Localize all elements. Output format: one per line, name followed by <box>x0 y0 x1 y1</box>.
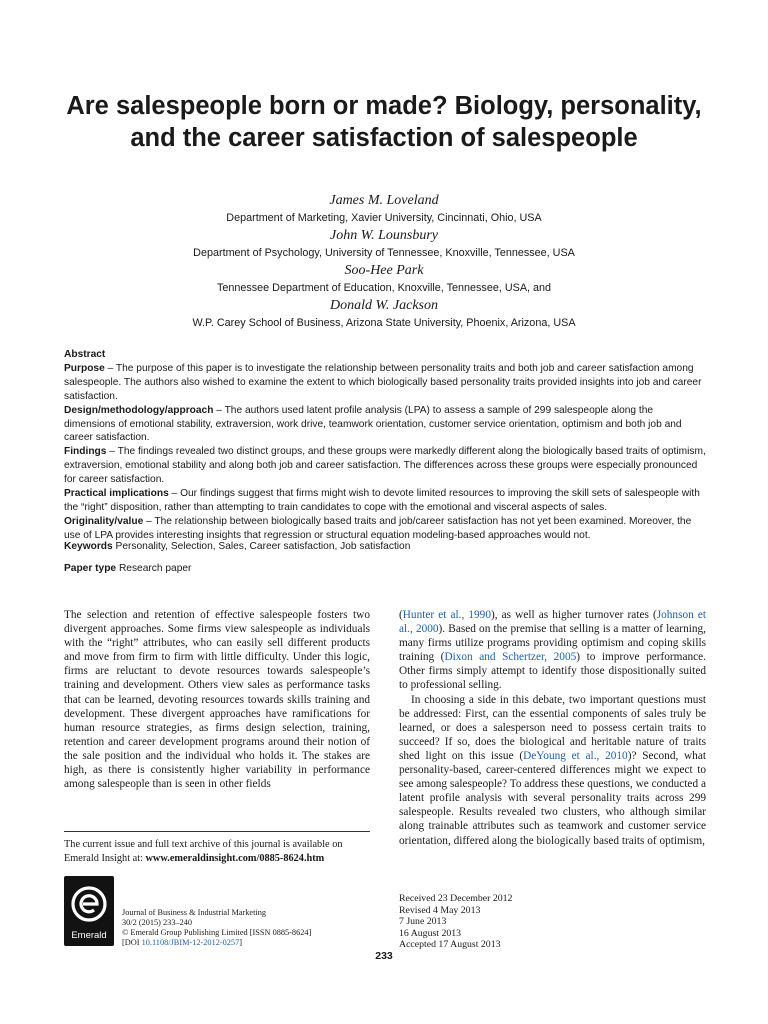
abstract-text: – Our findings suggest that firms might wish to devote limited resources to improving the skill sets of salespeople with the “right” disposition, rather than attempting to train candidates to cope with the emotional and visceral aspects of sales. <box>64 488 700 513</box>
paper-type <box>64 563 706 574</box>
date-line: 16 August 2013 <box>399 927 462 939</box>
page-number: 233 <box>375 950 393 962</box>
abstract-text: – The authors used latent profile analysis (LPA) to assess a sample of 299 salespeople along the dimensions of emotional stability, extraversion, work drive, teamwork orientation, customer service orientation, optimism and both job and career satisfaction. <box>64 404 682 444</box>
footnote-divider <box>64 831 370 832</box>
abstract <box>64 348 706 543</box>
body-text: ) to improve performance. Other firms simply attempt to identify those dispositionally suited to professional selling. <box>399 651 706 692</box>
keywords-label: Keywords <box>64 541 113 552</box>
body-text: ). Based on the premise that selling is a matter of learning, many firms utilize programs providing optimism and coping skills training ( <box>399 623 706 664</box>
journal-doi <box>122 938 372 948</box>
abstract-label: Findings <box>64 446 107 458</box>
abstract-design <box>64 404 706 446</box>
author-name: James M. Loveland <box>329 193 439 208</box>
author-affiliation: Department of Marketing, Xavier University, Cincinnati, Ohio, USA <box>226 212 542 224</box>
author-name: John W. Lounsbury <box>330 228 438 243</box>
journal-info <box>122 908 372 948</box>
abstract-label: Practical implications <box>64 488 169 500</box>
body-column-right <box>399 608 706 848</box>
body-column-left <box>64 608 370 791</box>
abstract-findings <box>64 445 706 487</box>
abstract-text: – The relationship between biologically based traits and job/career satisfaction has not yet been examined. Moreover, the use of LPA provides interesting insights that regression or structural equation modeling-based approaches would not. <box>64 515 692 541</box>
date-line: Accepted 17 August 2013 <box>399 939 501 950</box>
author-affiliation: Tennessee Department of Education, Knoxville, Tennessee, USA, and <box>216 282 552 294</box>
paper-type-text: Research paper <box>118 563 192 574</box>
body-text: ( <box>399 609 403 621</box>
doi-link[interactable]: 10.1108/JBIM-12-2012-0257 <box>141 938 240 948</box>
citation-link[interactable]: DeYoung et al., 2010 <box>523 749 628 762</box>
date-line: 7 June 2013 <box>399 916 447 927</box>
abstract-practical <box>64 487 706 515</box>
keywords <box>64 541 706 552</box>
abstract-heading: Abstract <box>64 349 106 360</box>
logo-text: Emerald <box>71 930 107 941</box>
abstract-text: – The findings revealed two distinct groups, and these groups were markedly different along the biologically based traits of optimism, extraversion, emotional stability and along both job and career satisfaction. The differences across these groups were especially pronounced for career satisfaction. <box>64 446 706 486</box>
abstract-label: Purpose <box>64 362 105 374</box>
body-text: In choosing a side in this debate, two important questions must be addressed: First, can the essential components of sales truly be learned, or does a salesperson need to possess certain traits to succeed? If so, does the biological and heritable nature of traits shed light on this issue ( <box>399 693 706 762</box>
date-line: Revised 4 May 2013 <box>399 904 481 916</box>
body-text: )? Second, what personality-based, career-centered differences might we expect to see among salespeople? To address these questions, we conducted a latent profile analysis with several personality traits across 299 salespeople. Results revealed two clusters, who although similar along trainable attributes such as teamwork and customer service orientation, differed along the biologically based traits of optimism, <box>399 749 706 847</box>
journal-name: Journal of Business & Industrial Marketing <box>122 908 267 917</box>
doi-prefix: [DOI <box>122 938 142 948</box>
abstract-label: Design/methodology/approach <box>64 404 214 416</box>
author-affiliation: W.P. Carey School of Business, Arizona State University, Phoenix, Arizona, USA <box>192 317 576 329</box>
emerald-logo <box>64 876 114 946</box>
emerald-e-icon <box>69 882 109 926</box>
journal-volume: 30/2 (2015) 233–240 <box>122 918 193 928</box>
author-name: Soo-Hee Park <box>344 263 424 278</box>
abstract-text: – The purpose of this paper is to investigate the relationship between personality traits and both job and career satisfaction among salespeople. The authors also wished to examine the extent to which biologically based personality traits provided insights into job and career satisfaction. <box>64 362 702 402</box>
footnote <box>64 838 370 866</box>
body-paragraph: The selection and retention of effective salespeople fosters two divergent approaches. Some firms view salespeople as individuals with the “right” attributes, who can easily sell different products and move from firm to firm with little difficulty. Under this logic, firms are reluctant to devote resources towards salespeople’s training and development. Others view sales as performance tasks that can be learned, devoting resources towards skills training and development. These divergent approaches have ramifications for human resource strategies, as firms design selection, training, retention and career development programs around their notion of the sale position and the individual who holds it. The stakes are high, as there is consistently higher variability in performance among salespeople than is seen in other fields <box>64 609 370 791</box>
abstract-originality <box>64 515 706 543</box>
date-line: Received 23 December 2012 <box>399 893 513 904</box>
keywords-text: Personality, Selection, Sales, Career satisfaction, Job satisfaction <box>115 541 411 552</box>
article-dates <box>399 893 599 951</box>
paper-type-label: Paper type <box>64 563 117 574</box>
citation-link[interactable]: Johnson et al., 2000 <box>399 609 707 636</box>
citation-link[interactable]: Hunter et al., 1990 <box>402 609 491 621</box>
footnote-text: The current issue and full text archive of this journal is available on Emerald Insight at: <box>64 839 343 864</box>
abstract-purpose <box>64 362 706 404</box>
journal-copyright: © Emerald Group Publishing Limited [ISSN 0885-8624] <box>122 928 312 938</box>
author-name: Donald W. Jackson <box>330 298 438 313</box>
doi-suffix: ] <box>239 938 242 948</box>
citation-link[interactable]: Dixon and Schertzer, 2005 <box>444 651 577 664</box>
author-list <box>64 192 704 332</box>
body-paragraph <box>399 608 706 693</box>
article-title: Are salespeople born or made? Biology, personality, and the career satisfaction of salespeople <box>66 92 702 152</box>
body-text: ), as well as higher turnover rates ( <box>490 609 657 621</box>
abstract-label: Originality/value <box>64 515 144 527</box>
body-paragraph <box>399 693 706 848</box>
author-affiliation: Department of Psychology, University of Tennessee, Knoxville, Tennessee, USA <box>193 247 575 259</box>
journal-url-link[interactable]: www.emeraldinsight.com/0885-8624.htm <box>145 853 325 864</box>
